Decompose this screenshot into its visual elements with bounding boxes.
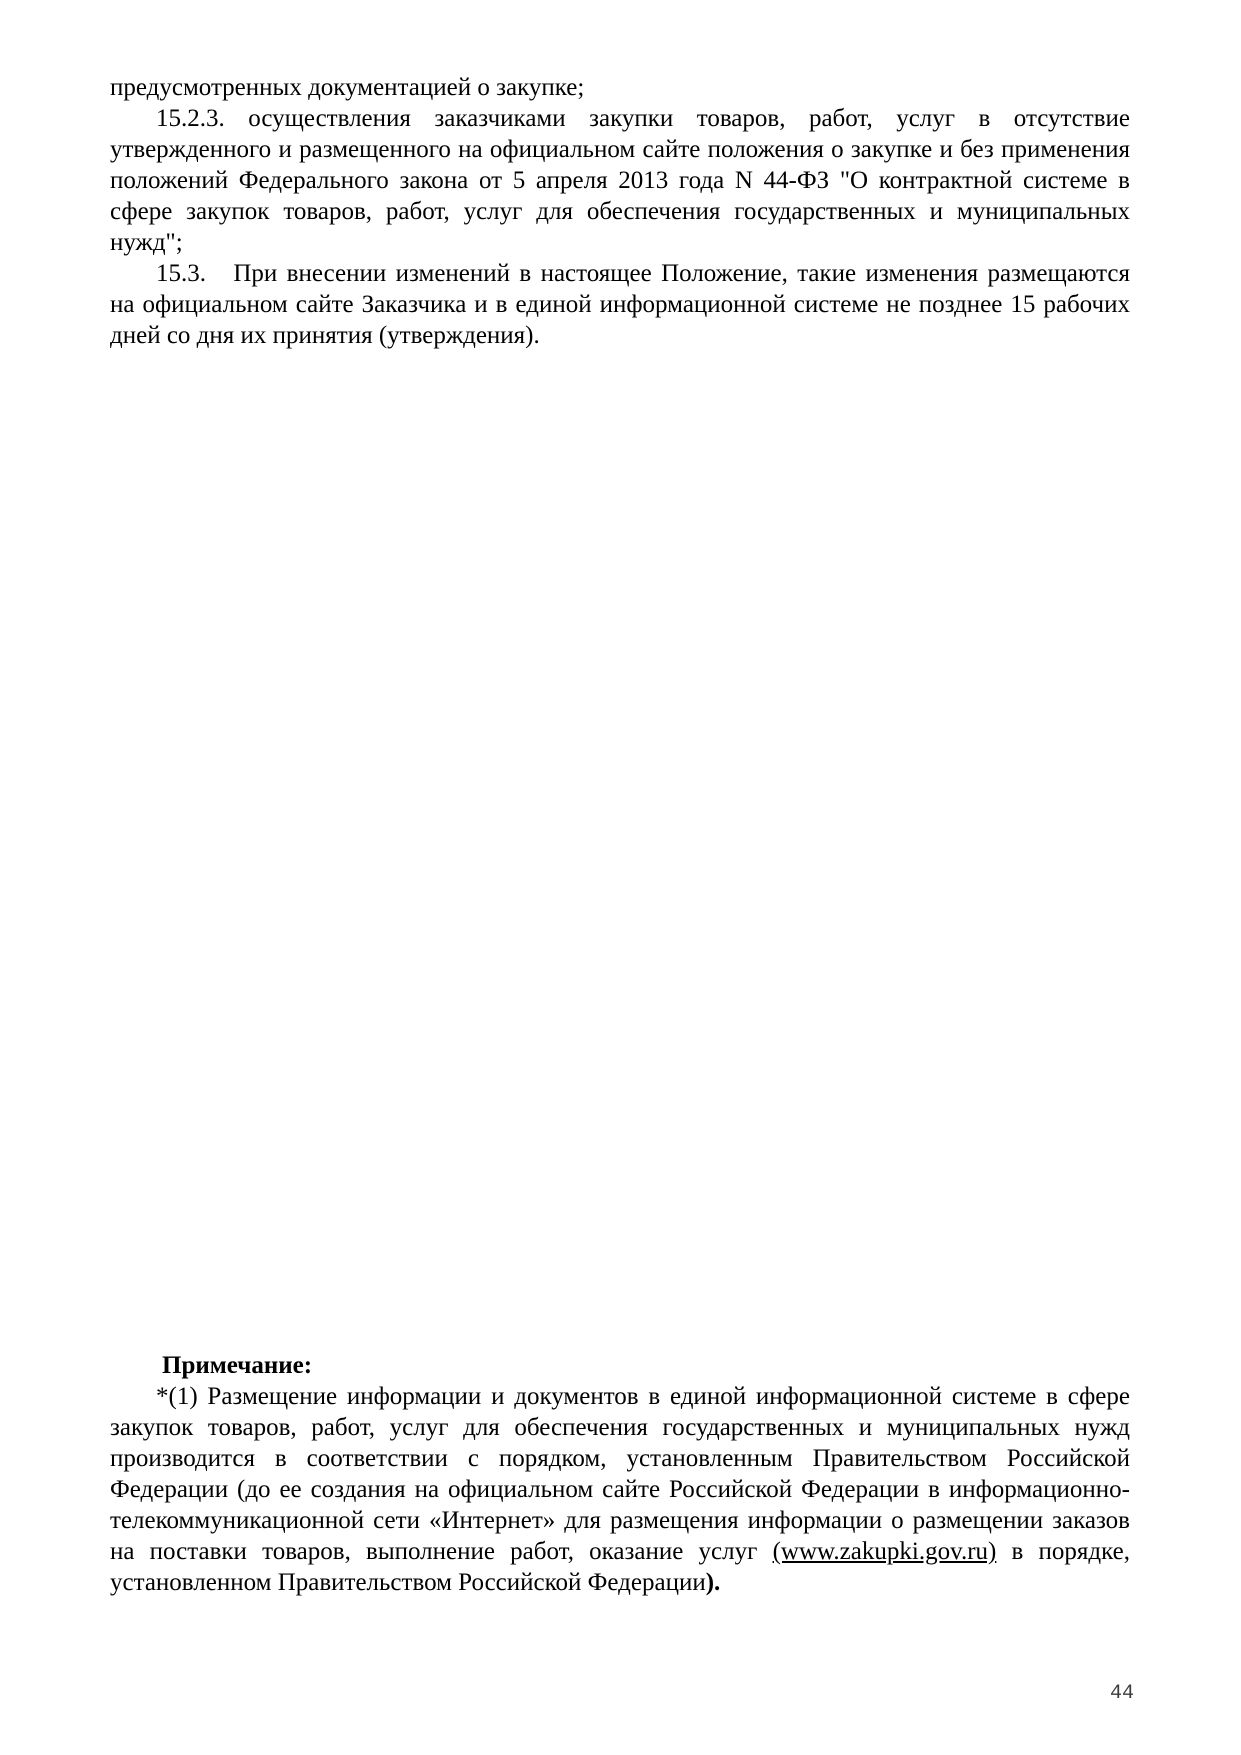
- note-text-after-link: в порядке, установленном Правительством Российской Федерации: [110, 1538, 1131, 1596]
- paragraph-continuation: предусмотренных документацией о закупке;: [110, 74, 585, 101]
- note-text-before-link: *(1) Размещение информации и документов в единой информационной системе в сфере закупок товаров, работ, услуг для обеспечения государственных и муниципальных нужд производится в соответствии с порядком, установленным Правительством Российской Федерации (до ее создания на официальном сайте Российской Федерации в информационно-телекоммуникационной сети «Интернет» для размещения информации о размещении заказов на поставки товаров, выполнение работ, оказание услуг: [110, 1383, 1130, 1565]
- note-bold-tail: ).: [705, 1569, 721, 1596]
- note-paragraph: [110, 1381, 1130, 1598]
- clause-15-3-text: При внесении изменений в настоящее Положение, такие изменения размещаются на официальном сайте Заказчика и в единой информационной системе не позднее 15 рабочих дней со дня их принятия (утверждения).: [110, 260, 1130, 349]
- clause-15-3-number: 15.3.: [156, 260, 206, 287]
- paragraph-15-2-3: 15.2.3. осуществления заказчиками закупки товаров, работ, услуг в отсутствие утвержденного и размещенного на официальном сайте положения о закупке и без применения положений Федерального закона от 5 апреля 2013 года N 44-ФЗ "О контрактной системе в сфере закупок товаров, работ, услуг для обеспечения государственных и муниципальных нужд";: [110, 105, 1130, 256]
- page-number: 44: [1110, 1682, 1135, 1705]
- blank-space: [110, 351, 1130, 1350]
- note-heading: Примечание:: [162, 1352, 313, 1379]
- zakupki-gov-ru-link[interactable]: (www.zakupki.gov.ru): [772, 1538, 997, 1565]
- paragraph-15-3: [110, 258, 1130, 351]
